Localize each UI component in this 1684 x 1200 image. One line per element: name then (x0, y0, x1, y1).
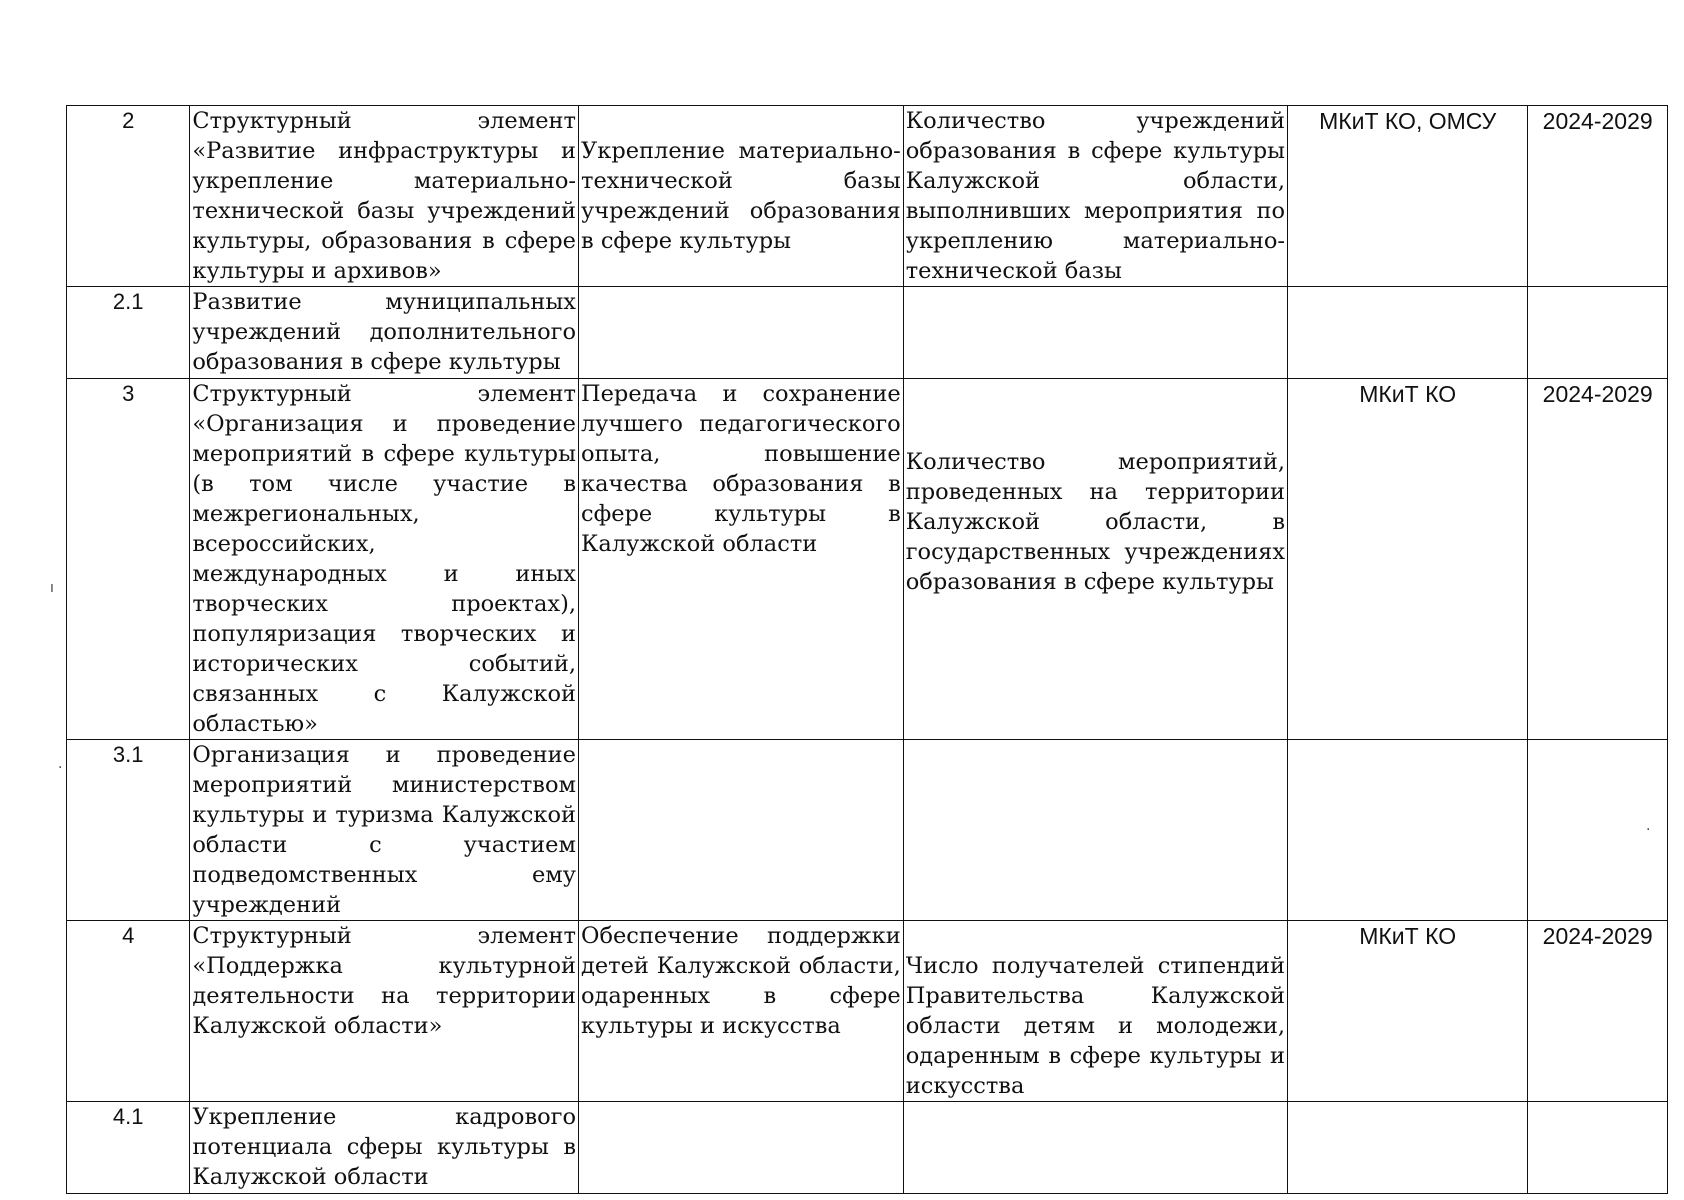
row-number: 2.1 (67, 287, 190, 379)
structural-element-cell: Структурный элемент «Развитие инфраструктуры и укрепление материально-технической базы учреждений культуры, образования в сфере культуры и архивов» (190, 106, 579, 287)
table-row (67, 740, 1668, 921)
table-row (67, 921, 1668, 1102)
task-cell: Передача и сохранение лучшего педагогического опыта, повышение качества образования в сфере культуры в Калужской области (579, 379, 904, 740)
period-cell: 2024-2029 (1528, 379, 1668, 740)
scan-artifact-mark: ı (50, 580, 54, 596)
task-cell: Обеспечение поддержки детей Калужской области, одаренных в сфере культуры и искусства (579, 921, 904, 1102)
structural-element-cell: Структурный элемент «Организация и проведение мероприятий в сфере культуры (в том числе участие в межрегиональных, всероссийских, международных и иных творческих проектах), популяризация творческих и исторических событий, связанных с Калужской областью» (190, 379, 579, 740)
scan-artifact-mark: · (1646, 822, 1651, 838)
table-row (67, 379, 1668, 740)
structural-element-cell: Организация и проведение мероприятий министерством культуры и туризма Калужской области с участием подведомственных ему учреждений (190, 740, 579, 921)
indicator-cell: Число получателей стипендий Правительства Калужской области детям и молодежи, одаренным в сфере культуры и искусства (903, 921, 1287, 1102)
scan-artifact-mark: · (58, 760, 63, 776)
executor-cell (1288, 287, 1528, 379)
executor-cell: МКиТ КО (1288, 379, 1528, 740)
row-number: 4 (67, 921, 190, 1102)
task-cell (579, 287, 904, 379)
indicator-cell (903, 740, 1287, 921)
row-number: 3 (67, 379, 190, 740)
period-cell: 2024-2029 (1528, 106, 1668, 287)
measures-table (66, 105, 1668, 1194)
indicator-cell: Количество мероприятий, проведенных на территории Калужской области, в государственных учреждениях образования в сфере культуры (903, 379, 1287, 740)
task-cell: Укрепление материально-технической базы учреждений образования в сфере культуры (579, 106, 904, 287)
executor-cell: МКиТ КО (1288, 921, 1528, 1102)
period-cell (1528, 1102, 1668, 1194)
task-cell (579, 1102, 904, 1194)
table-row (67, 106, 1668, 287)
executor-cell (1288, 1102, 1528, 1194)
row-number: 2 (67, 106, 190, 287)
structural-element-cell: Развитие муниципальных учреждений дополнительного образования в сфере культуры (190, 287, 579, 379)
executor-cell: МКиТ КО, ОМСУ (1288, 106, 1528, 287)
row-number: 3.1 (67, 740, 190, 921)
period-cell (1528, 287, 1668, 379)
indicator-cell (903, 1102, 1287, 1194)
structural-element-cell: Укрепление кадрового потенциала сферы культуры в Калужской области (190, 1102, 579, 1194)
indicator-cell (903, 287, 1287, 379)
structural-element-cell: Структурный элемент «Поддержка культурной деятельности на территории Калужской области» (190, 921, 579, 1102)
period-cell: 2024-2029 (1528, 921, 1668, 1102)
table-row (67, 287, 1668, 379)
executor-cell (1288, 740, 1528, 921)
table-row (67, 1102, 1668, 1194)
row-number: 4.1 (67, 1102, 190, 1194)
task-cell (579, 740, 904, 921)
indicator-cell: Количество учреждений образования в сфере культуры Калужской области, выполнивших мероприятия по укреплению материально-технической базы (903, 106, 1287, 287)
